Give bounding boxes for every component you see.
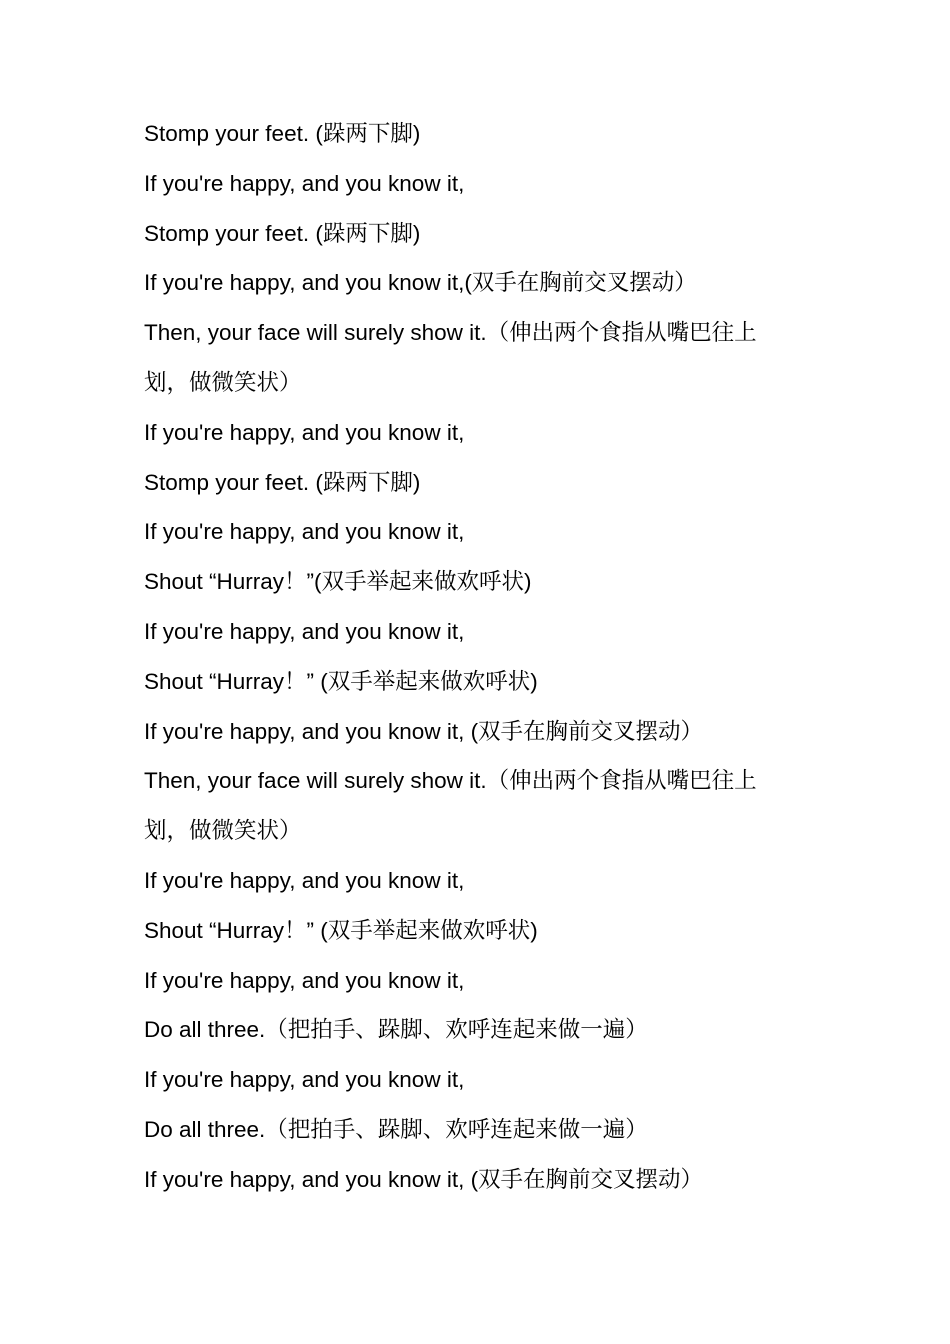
lyric-line: If you're happy, and you know it, <box>144 618 465 644</box>
lyric-line: If you're happy, and you know it, (双手在胸前交叉摆动） <box>144 1166 704 1192</box>
lyric-line: Stomp your feet. (跺两下脚) <box>144 220 421 246</box>
lyric-line: If you're happy, and you know it, (双手在胸前交叉摆动） <box>144 718 704 744</box>
lyric-line: Then, your face will surely show it.（伸出两个食指从嘴巴往上 <box>144 768 757 794</box>
lyric-line: If you're happy, and you know it, <box>144 419 465 445</box>
lyric-line: Shout “Hurray！” (双手举起来做欢呼状) <box>144 917 538 943</box>
lyric-line: If you're happy, and you know it, <box>144 1067 465 1093</box>
lyric-line: If you're happy, and you know it, <box>144 519 465 545</box>
lyric-line: Stomp your feet. (跺两下脚) <box>144 121 421 146</box>
lyric-line: Do all three.（把拍手、跺脚、欢呼连起来做一遍） <box>144 1017 648 1043</box>
lyric-line: Do all three.（把拍手、跺脚、欢呼连起来做一遍） <box>144 1116 648 1142</box>
lyric-line: Shout “Hurray！”(双手举起来做欢呼状) <box>144 569 532 595</box>
lyric-line: 划，做微笑状） <box>144 369 302 395</box>
lyric-line: If you're happy, and you know it, <box>144 967 465 993</box>
lyric-line: 划，做微笑状） <box>144 818 302 844</box>
lyric-line: If you're happy, and you know it,(双手在胸前交叉摆动） <box>144 270 697 296</box>
lyric-line: Then, your face will surely show it.（伸出两个食指从嘴巴往上 <box>144 320 757 346</box>
lyric-line: Stomp your feet. (跺两下脚) <box>144 469 421 495</box>
lyrics-body <box>144 112 824 1208</box>
lyric-line: If you're happy, and you know it, <box>144 867 465 893</box>
lyric-line: If you're happy, and you know it, <box>144 170 465 196</box>
lyric-line: Shout “Hurray！” (双手举起来做欢呼状) <box>144 668 538 694</box>
